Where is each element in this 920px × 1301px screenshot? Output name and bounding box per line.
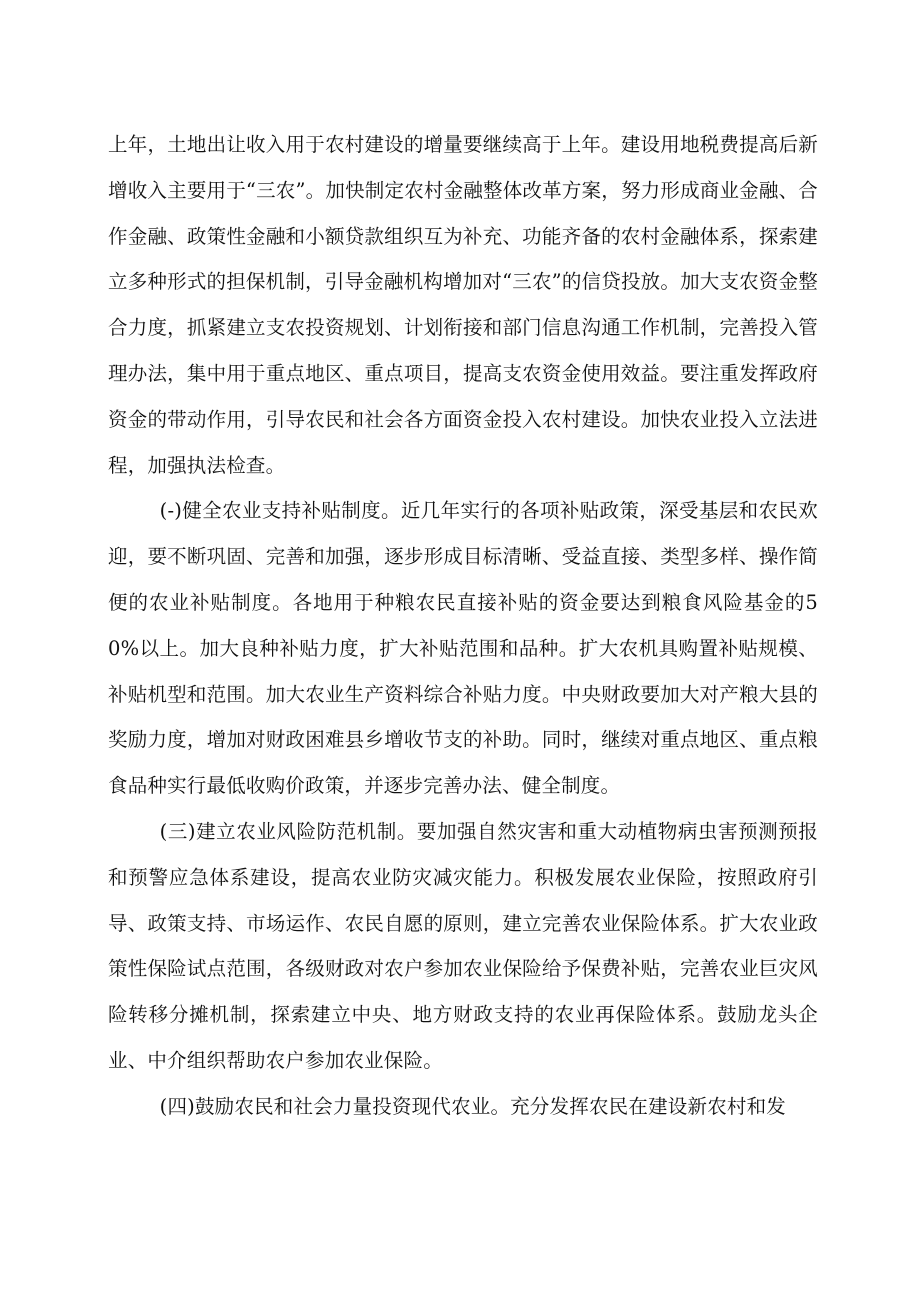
paragraph-subsidy-system: (-)健全农业支持补贴制度。近几年实行的各项补贴政策，深受基层和农民欢迎，要不断巩固、完善和加强，逐步形成目标清晰、受益直接、类型多样、操作简便的农业补贴制度。各地用于种粮农民直接补贴的资金要达到粮食风险基金的50%以上。加大良种补贴力度，扩大补贴范围和品种。扩大农机具购置补贴规模、补贴机型和范围。加大农业生产资料综合补贴力度。中央财政要加大对产粮大县的奖励力度，增加对财政困难县乡增收节支的补助。同时，继续对重点地区、重点粮食品种实行最低收购价政策，并逐步完善办法、健全制度。 xyxy=(108,499,818,798)
paragraph-funding: 上年，土地出让收入用于农村建设的增量要继续高于上年。建设用地税费提高后新增收入主要用于“三农”。加快制定农村金融整体改革方案，努力形成商业金融、合作金融、政策性金融和小额贷款组织互为补充、功能齐备的农村金融体系，探索建立多种形式的担保机制，引导金融机构增加对“三农”的信贷投放。加大支农资金整合力度，抓紧建立支农投资规划、计划衔接和部门信息沟通工作机制，完善投入管理办法，集中用于重点地区、重点项目，提高支农资金使用效益。要注重发挥政府资金的带动作用，引导农民和社会各方面资金投入农村建设。加快农业投入立法进程，加强执法检查。 xyxy=(108,133,818,477)
document-body xyxy=(108,122,818,1130)
paragraph-encourage-investment: (四)鼓励农民和社会力量投资现代农业。充分发挥农民在建设新农村和发 xyxy=(159,1094,786,1118)
paragraph-risk-prevention: (三)建立农业风险防范机制。要加强自然灾害和重大动植物病虫害预测预报和预警应急体系建设，提高农业防灾减灾能力。积极发展农业保险，按照政府引导、政策支持、市场运作、农民自愿的原则，建立完善农业保险体系。扩大农业政策性保险试点范围，各级财政对农户参加农业保险给予保费补贴，完善农业巨灾风险转移分摊机制，探索建立中央、地方财政支持的农业再保险体系。鼓励龙头企业、中介组织帮助农户参加农业保险。 xyxy=(108,819,818,1072)
